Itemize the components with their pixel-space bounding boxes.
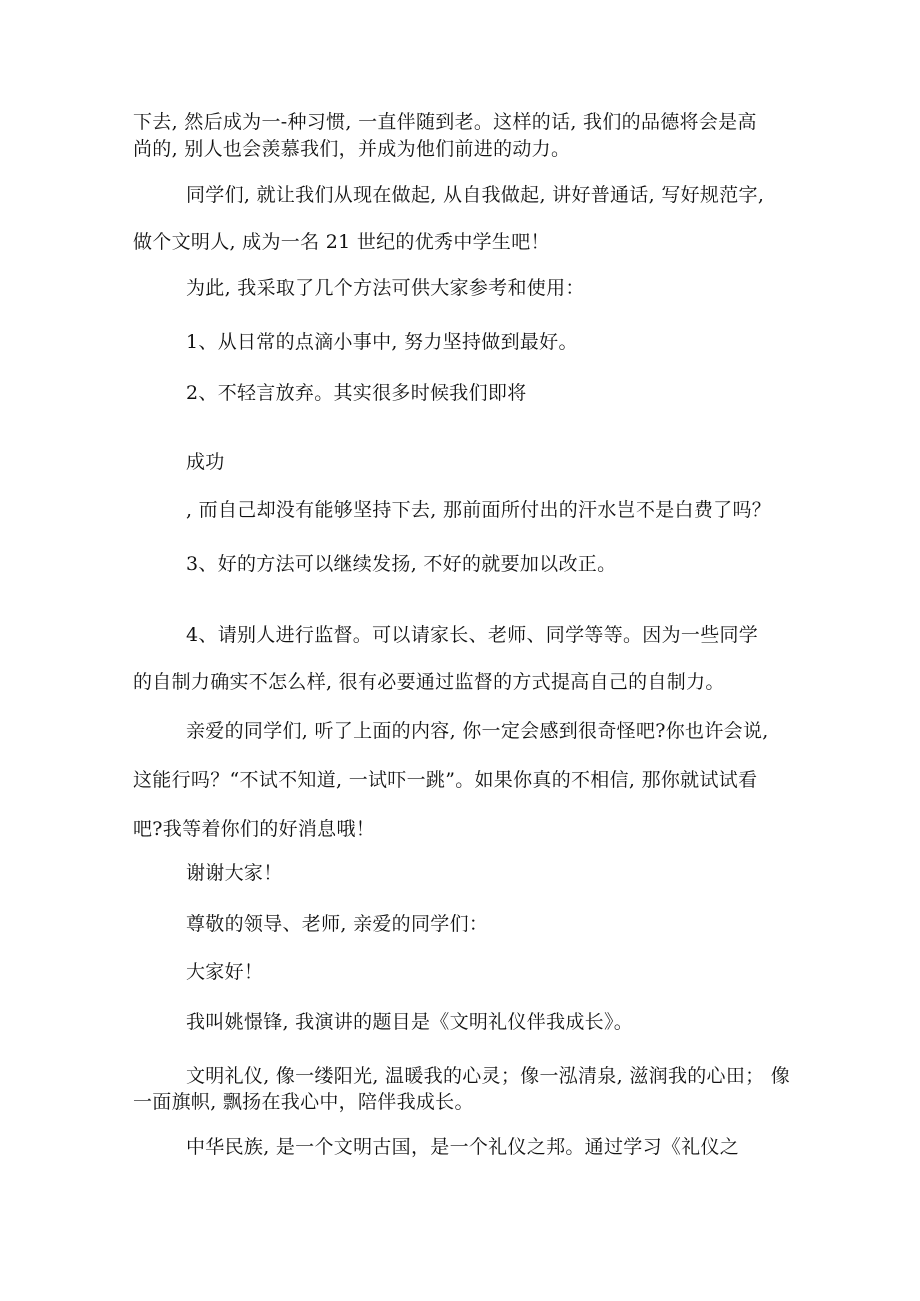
- text-line: 吧?我等着你们的好消息哦！: [133, 818, 376, 840]
- text-line: 中华民族, 是一个文明古国，是一个礼仪之邦。通过学习《礼仪之: [186, 1136, 740, 1158]
- text-line: 尚的, 别人也会羡慕我们，并成为他们前进的动力。: [133, 138, 571, 160]
- text-line: 为此, 我采取了几个方法可供大家参考和使用：: [186, 277, 585, 299]
- text-line: 成功: [186, 451, 225, 473]
- text-line: , 而自己却没有能够坚持下去, 那前面所付出的汗水岂不是白费了吗？: [186, 499, 772, 521]
- list-item: 4、请别人进行监督。可以请家长、老师、同学等等。因为一些同学: [186, 624, 759, 646]
- text-line: 尊敬的领导、老师, 亲爱的同学们：: [186, 913, 489, 935]
- text-line: 亲爱的同学们, 听了上面的内容, 你一定会感到很奇怪吧?你也许会说,: [186, 720, 769, 742]
- text-line: 的自制力确实不怎么样, 很有必要通过监督的方式提高自己的自制力。: [133, 671, 725, 693]
- list-item: 2、不轻言放弃。其实很多时候我们即将: [186, 382, 527, 404]
- text-line: 我叫姚憬锋, 我演讲的题目是《文明礼仪伴我成长》。: [186, 1011, 634, 1033]
- text-line: 下去, 然后成为一-种习惯, 一直伴随到老。这样的话, 我们的品德将会是高: [133, 111, 757, 133]
- text-line: 做个文明人, 成为一名 21 世纪的优秀中学生吧！: [133, 231, 550, 253]
- text-line: 文明礼仪, 像一缕阳光, 温暖我的心灵；像一泓清泉, 滋润我的心田； 像: [186, 1065, 791, 1087]
- text-line: 这能行吗？“不试不知道, 一试吓一跳”。如果你真的不相信, 那你就试试看: [133, 769, 758, 791]
- text-line: 同学们, 就让我们从现在做起, 从自我做起, 讲好普通话, 写好规范字,: [186, 184, 765, 206]
- text-line: 大家好！: [186, 961, 264, 983]
- list-item: 3、好的方法可以继续发扬, 不好的就要加以改正。: [186, 553, 617, 575]
- text-line: 谢谢大家！: [186, 862, 283, 884]
- list-item: 1、从日常的点滴小事中, 努力坚持做到最好。: [186, 331, 578, 353]
- text-line: 一面旗帜, 飘扬在我心中，陪伴我成长。: [133, 1091, 474, 1113]
